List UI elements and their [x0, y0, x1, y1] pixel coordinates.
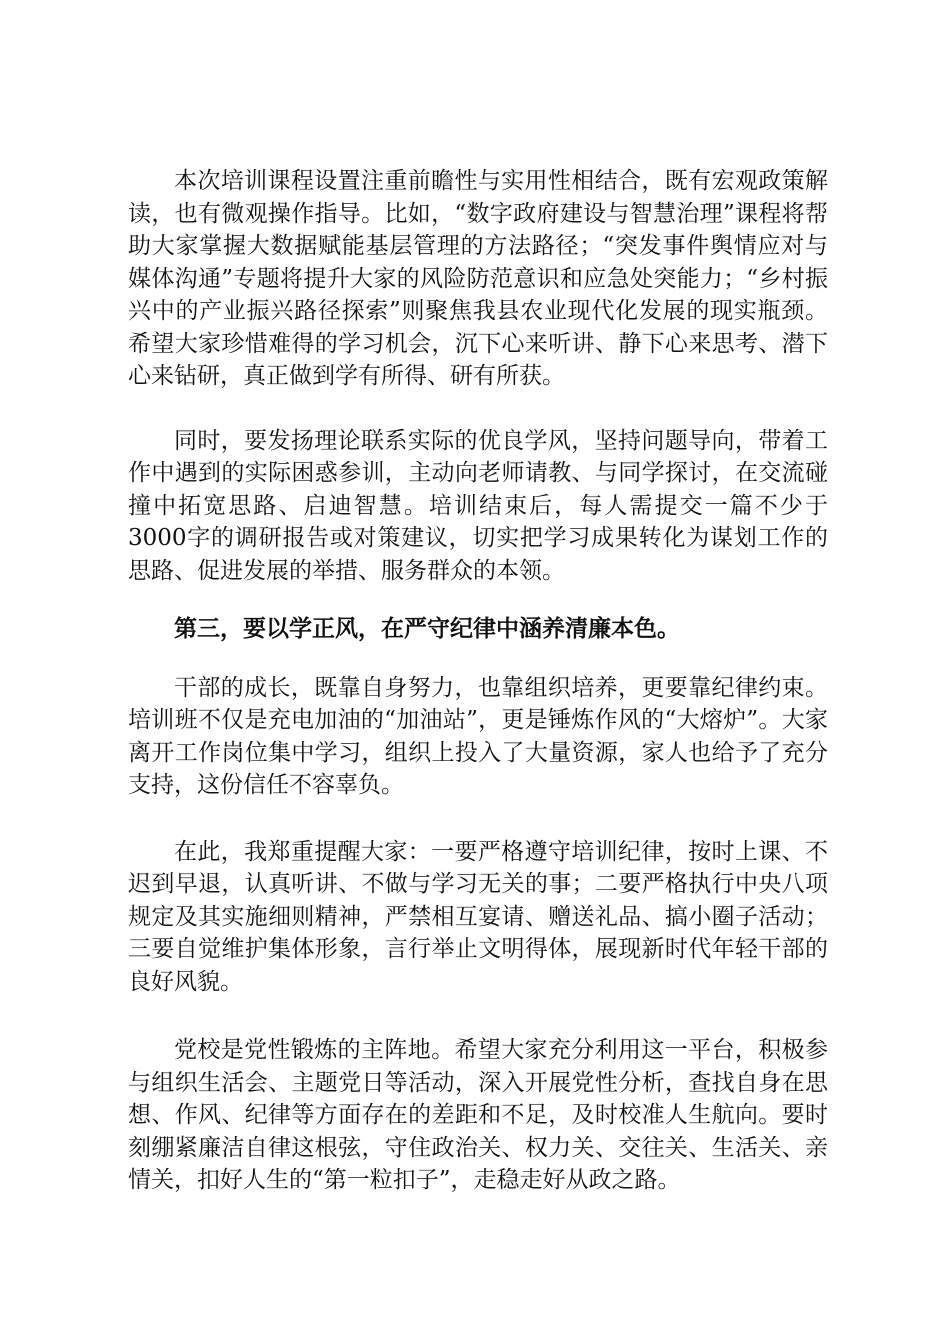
document-body	[128, 165, 828, 1197]
paragraph-cadre-growth: 干部的成长，既靠自身努力，也靠组织培养，更要靠纪律约束。培训班不仅是充电加油的“加油站”，更是锤炼作风的“大熔炉”。大家离开工作岗位集中学习，组织上投入了大量资源，家人也给予了充分支持，这份信任不容辜负。	[128, 674, 828, 798]
paragraph-course-design: 本次培训课程设置注重前瞻性与实用性相结合，既有宏观政策解读，也有微观操作指导。比如，“数字政府建设与智慧治理”课程将帮助大家掌握大数据赋能基层管理的方法路径；“突发事件舆情应对与媒体沟通”专题将提升大家的风险防范意识和应急处突能力；“乡村振兴中的产业振兴路径探索”则聚焦我县农业现代化发展的现实瓶颈。希望大家珍惜难得的学习机会，沉下心来听讲、静下心来思考、潜下心来钻研，真正做到学有所得、研有所获。	[128, 168, 828, 389]
paragraph-discipline-reminder: 在此，我郑重提醒大家：一要严格遵守培训纪律，按时上课、不迟到早退，认真听讲、不做与学习无关的事；二要严格执行中央八项规定及其实施细则精神，严禁相互宴请、赠送礼品、搞小圈子活动；三要自觉维护集体形象，言行举止文明得体，展现新时代年轻干部的良好风貌。	[128, 838, 828, 995]
section-heading-discipline: 第三，要以学正风，在严守纪律中涵养清廉本色。	[174, 615, 680, 642]
paragraph-party-school: 党校是党性锻炼的主阵地。希望大家充分利用这一平台，积极参与组织生活会、主题党日等活动，深入开展党性分析，查找自身在思想、作风、纪律等方面存在的差距和不足，及时校准人生航向。要时刻绷紧廉洁自律这根弦，守住政治关、权力关、交往关、生活关、亲情关，扣好人生的“第一粒扣子”，走稳走好从政之路。	[128, 1037, 828, 1193]
paragraph-study-style: 同时，要发扬理论联系实际的优良学风，坚持问题导向，带着工作中遇到的实际困惑参训，主动向老师请教、与同学探讨，在交流碰撞中拓宽思路、启迪智慧。培训结束后，每人需提交一篇不少于3000字的调研报告或对策建议，切实把学习成果转化为谋划工作的思路、促进发展的举措、服务群众的本领。	[128, 427, 828, 584]
